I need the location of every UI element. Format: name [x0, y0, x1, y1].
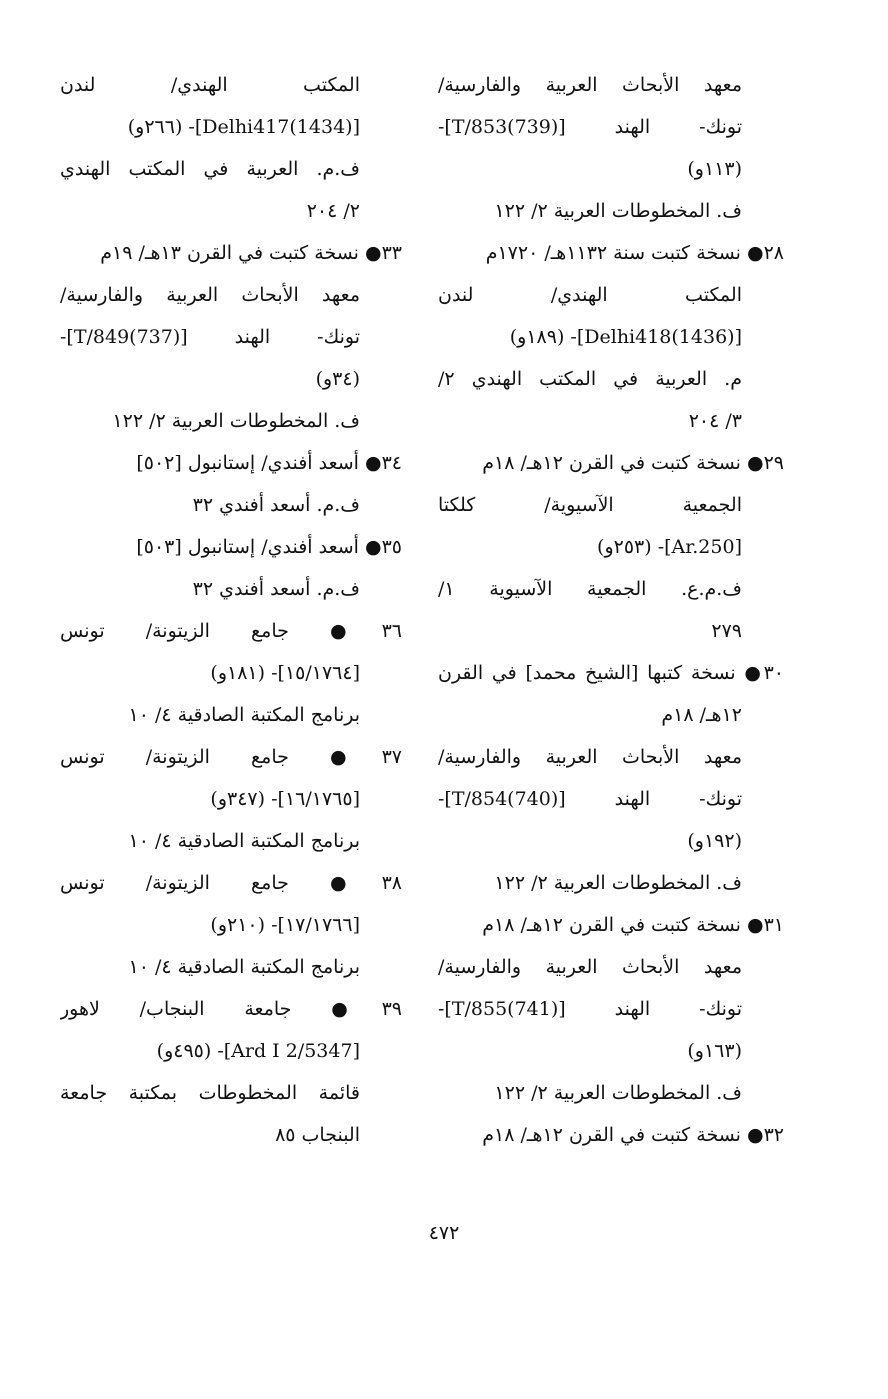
text-line: ١٢هـ/ ١٨م: [661, 704, 742, 726]
text-line: ٣٢● نسخة كتبت في القرن ١٢هـ/ ١٨م: [482, 1124, 784, 1146]
text-line: ف.م. العربية في المكتب الهندي: [60, 158, 360, 180]
text-line: ف.م. أسعد أفندي ٣٢: [192, 494, 360, 516]
text-line: ٢٧٩: [711, 620, 742, 642]
text-line: برنامج المكتبة الصادقية ٤/ ١٠: [128, 956, 360, 978]
text-line: الجمعية الآسيوية/ كلكتا: [438, 494, 742, 516]
text-line: [Delhi417(1434)]- (٢٦٦و): [127, 116, 360, 138]
text-line: (١٦٣و): [687, 1040, 742, 1062]
text-line: [Delhi418(1436)]- (١٨٩و): [509, 326, 742, 348]
text-line: [١٧/١٧٦٦]- (٢١٠و): [210, 914, 360, 936]
text-line: (١١٣و): [687, 158, 742, 180]
text-line: ٣٠● نسخة كتبها [الشيخ محمد] في القرن: [438, 662, 784, 684]
text-line: برنامج المكتبة الصادقية ٤/ ١٠: [128, 704, 360, 726]
text-line: ٢/ ٢٠٤: [306, 200, 360, 222]
text-line: ف. المخطوطات العربية ٢/ ١٢٢: [494, 1082, 742, 1104]
text-line: م. العربية في المكتب الهندي ٢/: [438, 368, 742, 390]
text-line: ٣٩● جامعة البنجاب/ لاهور: [60, 998, 402, 1020]
text-line: معهد الأبحاث العربية والفارسية/: [438, 956, 742, 978]
text-line: [Ar.250]- (٢٥٣و): [597, 536, 742, 558]
text-line: برنامج المكتبة الصادقية ٤/ ١٠: [128, 830, 360, 852]
text-line: ٣٤● أسعد أفندي/ إستانبول [٥٠٢]: [136, 452, 402, 474]
text-line: (١٩٢و): [687, 830, 742, 852]
text-line: ف.م. أسعد أفندي ٣٢: [192, 578, 360, 600]
text-line: المكتب الهندي/ لندن: [438, 284, 742, 306]
text-line: المكتب الهندي/ لندن: [60, 74, 360, 96]
text-line: تونك- الهند [T/854(740)]-: [438, 788, 742, 810]
text-line: ٣٨● جامع الزيتونة/ تونس: [60, 872, 402, 894]
text-line: ٣١● نسخة كتبت في القرن ١٢هـ/ ١٨م: [482, 914, 784, 936]
text-line: معهد الأبحاث العربية والفارسية/: [60, 284, 360, 306]
text-line: تونك- الهند [T/855(741)]-: [438, 998, 742, 1020]
page-number: ٤٧٢: [428, 1222, 460, 1244]
text-line: ٣/ ٢٠٤: [688, 410, 742, 432]
text-line: [Ard I 2/5347]- (٤٩٥و): [156, 1040, 360, 1062]
right-column: [438, 64, 784, 1156]
text-line: ٢٨● نسخة كتبت سنة ١١٣٢هـ/ ١٧٢٠م: [485, 242, 784, 264]
text-line: (٣٤و): [315, 368, 360, 390]
text-line: ف.م.ع. الجمعية الآسيوية ١/: [438, 578, 742, 600]
text-line: ٣٧● جامع الزيتونة/ تونس: [60, 746, 402, 768]
text-line: قائمة المخطوطات بمكتبة جامعة: [60, 1082, 360, 1104]
text-line: ٣٦● جامع الزيتونة/ تونس: [60, 620, 402, 642]
text-line: ف. المخطوطات العربية ٢/ ١٢٢: [112, 410, 360, 432]
text-line: تونك- الهند [T/849(737)]-: [60, 326, 360, 348]
text-line: [١٦/١٧٦٥]- (٣٤٧و): [210, 788, 360, 810]
left-column: [60, 64, 402, 1156]
text-line: تونك- الهند [T/853(739)]-: [438, 116, 742, 138]
text-line: ٣٥● أسعد أفندي/ إستانبول [٥٠٣]: [136, 536, 402, 558]
text-line: [١٥/١٧٦٤]- (١٨١و): [210, 662, 360, 684]
text-line: ٢٩● نسخة كتبت في القرن ١٢هـ/ ١٨م: [482, 452, 784, 474]
text-line: البنجاب ٨٥: [275, 1124, 360, 1146]
text-line: ف. المخطوطات العربية ٢/ ١٢٢: [494, 200, 742, 222]
text-line: معهد الأبحاث العربية والفارسية/: [438, 746, 742, 768]
text-line: معهد الأبحاث العربية والفارسية/: [438, 74, 742, 96]
text-line: ٣٣● نسخة كتبت في القرن ١٣هـ/ ١٩م: [100, 242, 402, 264]
text-line: ف. المخطوطات العربية ٢/ ١٢٢: [494, 872, 742, 894]
